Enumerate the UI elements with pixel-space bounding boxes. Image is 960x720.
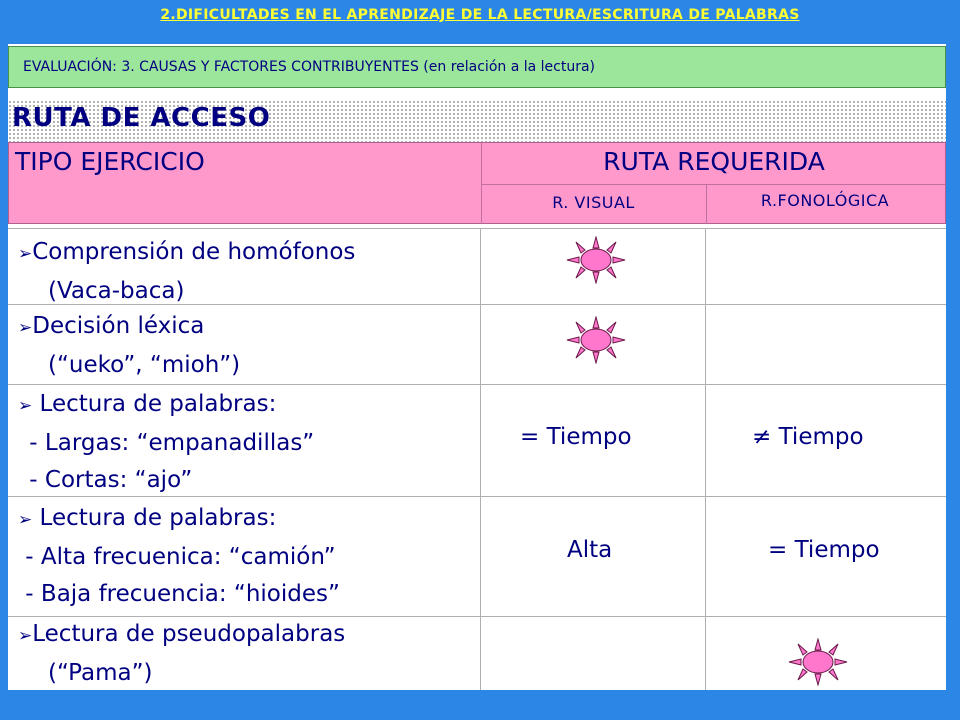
sun-icon	[566, 236, 626, 284]
page-title: 2.DIFICULTADES EN EL APRENDIZAJE DE LA LECTURA/ESCRITURA DE PALABRAS	[160, 7, 800, 23]
table-row: ➢Decisión léxica (“ueko”, “mioh”)	[18, 313, 241, 378]
arrow-bullet-icon: ➢	[18, 244, 33, 264]
col-tipo-ejercicio: TIPO EJERCICIO	[15, 147, 205, 176]
right-border	[946, 44, 960, 720]
subcol-visual: R. VISUAL	[552, 193, 635, 212]
col-divider	[705, 228, 706, 690]
arrow-bullet-icon: ➢	[18, 626, 33, 646]
table-row: ➢Comprensión de homófonos (Vaca-baca)	[18, 239, 356, 304]
table-row: ➢Lectura de pseudopalabras (“Pama”)	[18, 621, 346, 686]
subcol-fonologica: R.FONOLÓGICA	[760, 191, 890, 210]
header-divider	[481, 184, 945, 185]
subtitle-box	[8, 46, 946, 88]
row-divider	[8, 384, 946, 385]
table-header	[8, 142, 946, 224]
table-row: ➢ Lectura de palabras: - Alta frecuenica: “camión” - Baja frecuencia: “hioides”	[18, 505, 340, 607]
section-title: RUTA DE ACCESO	[12, 103, 271, 133]
table-row: ➢ Lectura de palabras: - Largas: “empanadillas” - Cortas: “ajo”	[18, 391, 315, 493]
row-divider	[8, 228, 946, 229]
arrow-bullet-icon: ➢	[18, 396, 33, 416]
title-bar	[0, 0, 960, 44]
col-divider	[480, 228, 481, 690]
left-border	[0, 44, 8, 720]
sun-icon	[788, 638, 848, 686]
bottom-bar	[0, 690, 960, 720]
visual-value: = Tiempo	[520, 424, 632, 450]
arrow-bullet-icon: ➢	[18, 510, 33, 530]
sun-icon	[566, 316, 626, 364]
visual-value: Alta	[567, 537, 613, 563]
fonologica-value: ≠ Tiempo	[752, 424, 864, 450]
fonologica-value: = Tiempo	[768, 537, 880, 563]
arrow-bullet-icon: ➢	[18, 318, 33, 338]
subtitle: EVALUACIÓN: 3. CAUSAS Y FACTORES CONTRIBUYENTES (en relación a la lectura)	[23, 59, 596, 75]
col-ruta-requerida: RUTA REQUERIDA	[603, 147, 825, 176]
